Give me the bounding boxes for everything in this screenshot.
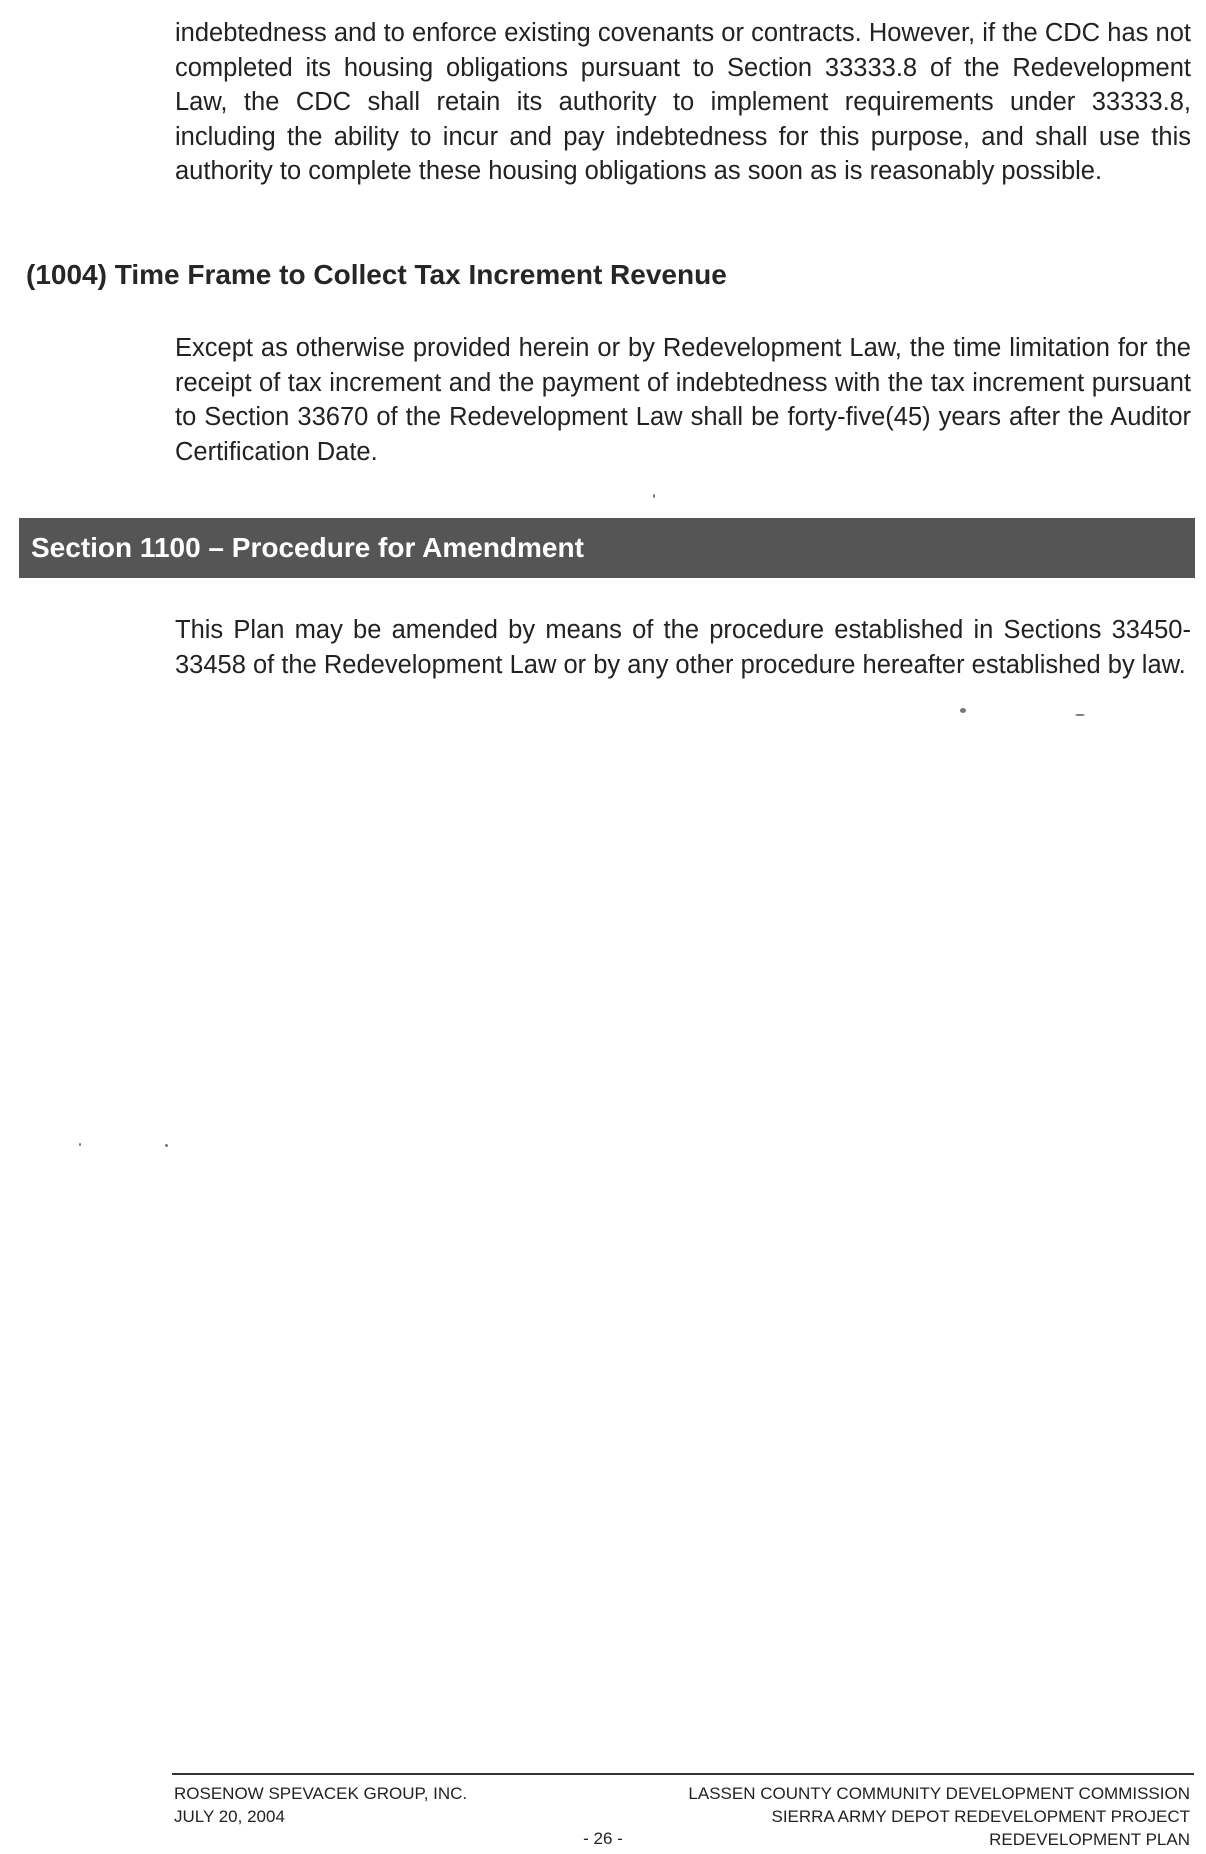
section-1100-heading-bar: Section 1100 – Procedure for Amendment (19, 518, 1195, 578)
continuation-paragraph: indebtedness and to enforce existing covenants or contracts. However, if the CDC has not completed its housing obligations pursuant to Section 33333.8 of the Redevelopment Law, the CDC shall retain its authority to implement requirements under 33333.8, including the ability to incur and pay indebtedness for this purpose, and shall use this authority to complete these housing obligations as soon as is reasonably possible. (175, 19, 1191, 185)
footer-left (174, 1782, 467, 1828)
footer-document-title: REDEVELOPMENT PLAN (989, 1830, 1190, 1849)
section-1100-paragraph: This Plan may be amended by means of the procedure established in Sections 33450-33458 of the Redevelopment Law or by any other procedure hereafter established by law. (175, 616, 1191, 679)
scan-speck (79, 1143, 81, 1146)
scan-speck (653, 494, 655, 498)
scan-speck (960, 708, 966, 713)
footer-date: JULY 20, 2004 (174, 1807, 285, 1826)
subsection-1004-paragraph: Except as otherwise provided herein or by Redevelopment Law, the time limitation for the receipt of tax increment and the payment of indebtedness with the tax increment pursuant to Section 33670 of the Redevelopment Law shall be forty-five(45) years after the Auditor Certification Date. (175, 334, 1191, 466)
scan-speck (165, 1144, 168, 1147)
subsection-1004-heading: (1004) Time Frame to Collect Tax Increment Revenue (26, 259, 727, 290)
scan-speck (1075, 714, 1085, 716)
footer-firm-name: ROSENOW SPEVACEK GROUP, INC. (174, 1784, 468, 1803)
page-number: - 26 - (583, 1829, 623, 1848)
footer-rule (172, 1773, 1194, 1775)
footer-project: SIERRA ARMY DEPOT REDEVELOPMENT PROJECT (771, 1807, 1190, 1826)
footer-commission: LASSEN COUNTY COMMUNITY DEVELOPMENT COMMISSION (688, 1784, 1190, 1803)
